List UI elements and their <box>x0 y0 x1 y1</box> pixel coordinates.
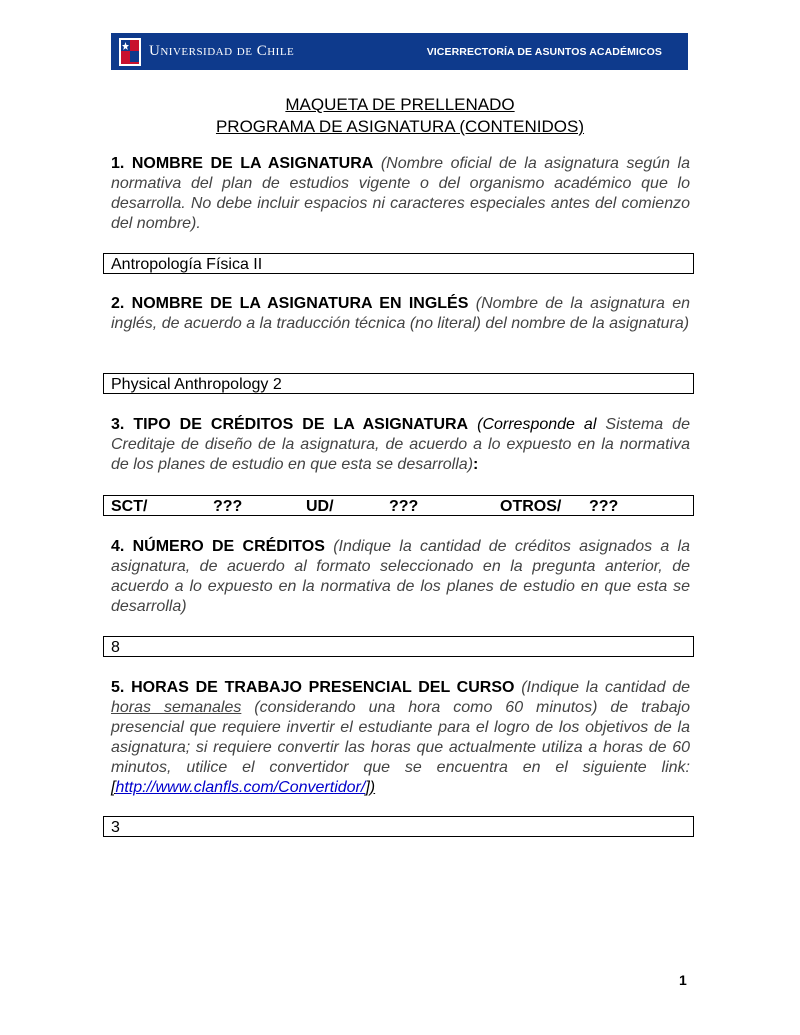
section-5-value: 3 <box>111 819 120 836</box>
section-4 <box>111 537 690 617</box>
section-2-value: Physical Anthropology 2 <box>111 376 282 393</box>
otros-label: OTROS/ <box>500 498 562 515</box>
section-2-heading: 2. NOMBRE DE LA ASIGNATURA EN INGLÉS <box>111 295 469 312</box>
section-5-link-open: [ <box>111 779 116 796</box>
section-4-hint: (Indique la cantidad de créditos asignados a la asignatura, de acuerdo al formato seleccionado en la pregunta anterior, de acuerdo a lo expuesto en la normativa de los planes de estudio en que esta se desarrolla) <box>111 538 691 615</box>
section-1-hint: (Nombre oficial de la asignatura según la normativa del plan de estudios vigente o del organismo académico que lo desarrolla. No debe incluir espacios ni caracteres especiales antes del comienzo del nombre). <box>111 155 691 232</box>
ud-value: ??? <box>389 498 419 515</box>
section-2-answer-box[interactable] <box>103 373 694 394</box>
section-1-heading: 1. NOMBRE DE LA ASIGNATURA <box>111 155 374 172</box>
sct-label: SCT/ <box>111 498 148 515</box>
section-5-link-close: ]) <box>365 779 376 796</box>
header-banner <box>111 33 688 70</box>
section-3-hint-lead: (Corresponde al <box>477 416 597 433</box>
document-title: MAQUETA DE PRELLENADO <box>285 95 515 114</box>
section-1 <box>111 154 690 234</box>
section-5-answer-box[interactable] <box>103 816 694 837</box>
section-5-hint-a: (Indique la cantidad de <box>521 679 691 696</box>
section-2-hint: (Nombre de la asignatura en inglés, de acuerdo a la traducción técnica (no literal) del nombre de la asignatura) <box>111 295 691 332</box>
section-5-hint-b: (considerando una hora como 60 minutos) de trabajo presencial que requiere invertir el estudiante para el logro de los objetivos de la asignatura; si requiere convertir las horas que actualmente utiliza a horas de 60 minutos, utilice el convertidor que se encuentra en el siguiente link: <box>111 699 690 776</box>
section-5-hint-underlined: horas semanales <box>111 699 242 716</box>
page-number: 1 <box>679 972 687 988</box>
otros-value: ??? <box>589 498 619 515</box>
sct-value: ??? <box>213 498 243 515</box>
document-subtitle: PROGRAMA DE ASIGNATURA (CONTENIDOS) <box>215 117 585 136</box>
section-1-answer-box[interactable] <box>103 253 694 274</box>
converter-link[interactable]: http://www.clanfls.com/Convertidor/ <box>115 779 366 796</box>
section-3-colon: : <box>473 456 479 473</box>
section-5-heading: 5. HORAS DE TRABAJO PRESENCIAL DEL CURSO <box>111 679 515 696</box>
section-2 <box>111 294 690 334</box>
section-3 <box>111 415 690 475</box>
unit-name: VICERRECTORÍA DE ASUNTOS ACADÉMICOS <box>426 45 662 58</box>
section-5 <box>111 678 690 798</box>
university-shield-icon <box>119 38 141 66</box>
section-1-value: Antropología Física II <box>111 256 263 273</box>
section-4-value: 8 <box>111 639 120 656</box>
ud-label: UD/ <box>306 498 334 515</box>
section-3-answer-box[interactable] <box>103 495 694 516</box>
section-4-answer-box[interactable] <box>103 636 694 657</box>
section-3-hint: Sistema de Creditaje de diseño de la asignatura, de acuerdo a lo expuesto en la normativa de los planes de estudio en que esta se desarrolla) <box>111 416 690 473</box>
university-name: Universidad de Chile <box>149 43 295 59</box>
section-4-heading: 4. NÚMERO DE CRÉDITOS <box>111 538 325 555</box>
section-3-heading: 3. TIPO DE CRÉDITOS DE LA ASIGNATURA <box>111 416 469 433</box>
